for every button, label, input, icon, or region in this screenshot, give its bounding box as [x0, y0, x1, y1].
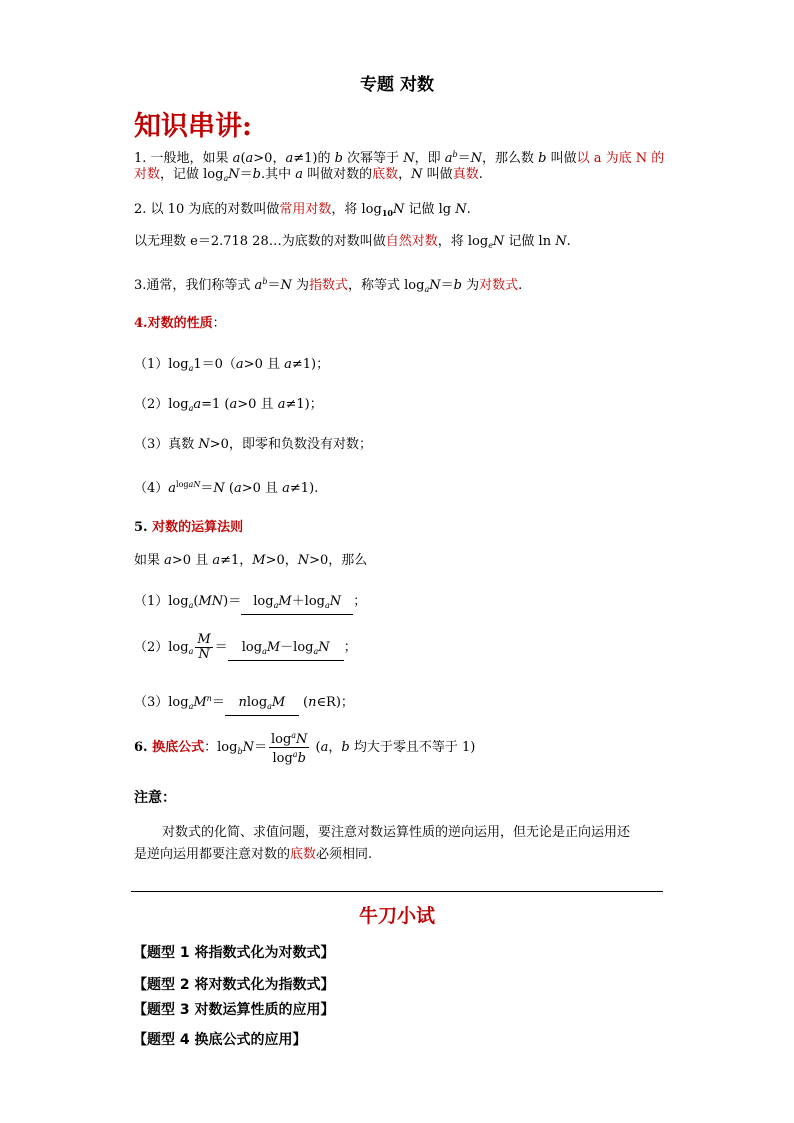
property-3: （3）真数 N>0，即零和负数没有对数；: [134, 437, 372, 452]
exp-log-form-paragraph: 3.通常，我们称等式 $a^b=N$ 为指数式，称等式 $\log_aN=b$ 为对数式.: [134, 277, 523, 294]
common-log-paragraph: 2. 以 10 为底的对数叫做常用对数，将 $\log_{10}N$ 记做 lg N.: [134, 202, 471, 218]
definition-paragraph-line1: 1. 一般地，如果 a(a>0，a≠1)的 b 次幂等于 N，即 $a^b=N$，那么数 b 叫做以 a 为底 N 的: [134, 150, 665, 166]
question-type-4: 【题型 4 换底公式的应用】: [133, 1032, 307, 1048]
knowledge-heading: 知识串讲:: [134, 111, 252, 142]
question-type-2: 【题型 2 将对数式化为指数式】: [133, 977, 335, 993]
properties-heading: 4.对数的性质：: [134, 316, 226, 331]
rules-condition: 如果 a>0 且 a≠1，M>0，N>0，那么: [134, 553, 368, 568]
property-4: $(4)a^{logaN}=N$ (a>0 且 a≠1).: [134, 480, 319, 496]
rule-1-answer: $\log_aM+\log_aN$: [241, 593, 353, 615]
note-line1: 对数式的化简、求值问题，要注意对数运算性质的逆向运用，但无论是正向运用还: [162, 825, 631, 840]
change-of-base: 6. 换底公式：$\log_bN=$ $\frac{\log^aN}{\log^ab}$ (a，b 均大于零且不等于 1): [134, 731, 476, 766]
page-title: 专题 对数: [360, 75, 434, 95]
practice-heading: 牛刀小试: [358, 905, 435, 927]
section-divider: [131, 891, 663, 892]
change-of-base-fraction: $\frac{\log^aN}{\log^ab}$: [270, 731, 308, 766]
question-type-3: 【题型 3 对数运算性质的应用】: [133, 1002, 335, 1018]
note-line2: 是逆向运用都要注意对数的底数必须相同.: [134, 847, 373, 862]
rule-3-answer: nlog$_a$M: [225, 694, 299, 716]
rule-2-fraction: $\frac{M}{N}$: [197, 632, 211, 662]
rule-2: $(2)\log_a$ $\frac{M}{N}$ ＝ $\log_aM-\log_aN$ ；: [134, 632, 357, 662]
rule-1: $(1)\log_a(MN)= \log_aM+\log_aN$ ；: [134, 593, 366, 615]
highlight-base-phrase: 以 a 为底 N 的: [576, 151, 665, 166]
definition-paragraph-line2: 对数，记做 $\log_aN=b$.其中 a 叫做对数的底数，N 叫做真数.: [134, 167, 483, 183]
rule-3: $(3)\log_aM^n= nlog_aM$ (n∈R)；: [134, 690, 354, 716]
question-type-1: 【题型 1 将指数式化为对数式】: [133, 945, 335, 961]
natural-log-paragraph: 以无理数 e＝2.718 28…为底数的对数叫做自然对数，将 $\log_eN$ 记做 ln N.: [134, 234, 571, 250]
property-1: $(1)\log_a1=0(a>0$ 且 a≠1)；: [134, 357, 330, 373]
rules-heading: 5. 对数的运算法则: [134, 520, 244, 535]
note-heading: 注意：: [134, 790, 176, 806]
property-2: $(2)\log_aa=1$ (a>0 且 a≠1)；: [134, 397, 323, 413]
rule-2-answer: $\log_aM-\log_aN$: [228, 639, 344, 661]
